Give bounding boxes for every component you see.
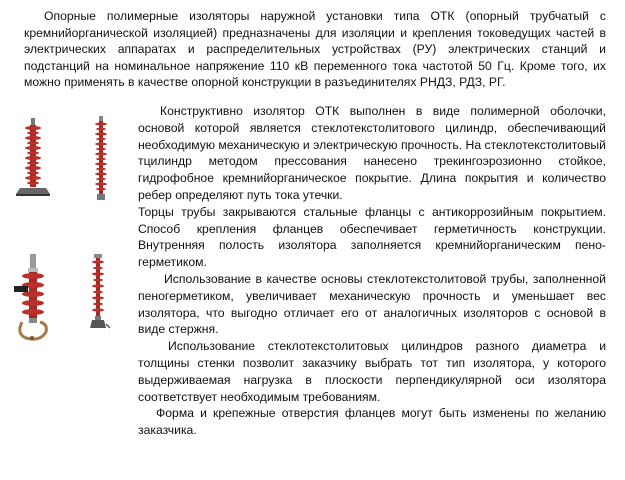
paragraph-tube-advantages: Использование в качестве основы стеклотекстолитовой трубы, заполненной пеногерметиком, увеличивает механическую прочность и уменьшает вес изолятора, что выгодно отличает его от аналогичных изоляторов с основой в виде стержня. bbox=[138, 271, 606, 337]
insulator-photo-2 bbox=[88, 116, 114, 202]
paragraph-flange-shape: Форма и крепежные отверстия фланцев могут быть изменены по желанию заказчика. bbox=[138, 406, 606, 438]
insulator-photo-4 bbox=[84, 254, 112, 330]
paragraph-construction: Конструктивно изолятор ОТК выполнен в виде полимерной оболочки, основой которой является стеклотекстолитового цилиндр, обеспечивающий необходимую механическую и электрическую прочность. На стеклотекстолитовый тцилиндр методом прессования нанесено трекингоэрозионно стойкое, гидрофобное кремнийорганическое покрытие. Длина покрытия и количество ребер определяют путь тока утечки. bbox=[138, 104, 606, 202]
intro-paragraph: Опорные полимерные изоляторы наружной установки типа ОТК (опорный трубчатый с кремнийорганической изоляцией) предназначены для изоляции и крепления токоведущих частей в электрических аппаратах и распределительных устройствах (РУ) электрических станций и подстанций на номинальное напряжение 110 кВ переменного тока частотой 50 Гц. Кроме того, их можно применять в качестве опорной конструкции в разъединителях РНДЗ, РДЗ, РГ. bbox=[24, 9, 606, 90]
description-column bbox=[138, 103, 606, 439]
paragraph-flanges: Торцы трубы закрываются стальные фланцы с антикоррозийным покрытием. Способ крепления фланцев обеспечивает герметичность конструкции. Внутренняя полость изолятора заполняется кремнийорганическим пено-герметиком. bbox=[138, 204, 606, 270]
paragraph-diameter-choice: Использование стеклотекстолитовых цилиндров разного диаметра и толщины стенки позволит заказчику выбрать тот тип изолятора, у которого выдерживаемая нагрузка в плоскости перпендикулярной оси изолятора соответствует необходимым требованиям. bbox=[138, 339, 606, 404]
insulator-photo-1 bbox=[12, 118, 54, 198]
insulator-photo-3 bbox=[10, 254, 58, 344]
